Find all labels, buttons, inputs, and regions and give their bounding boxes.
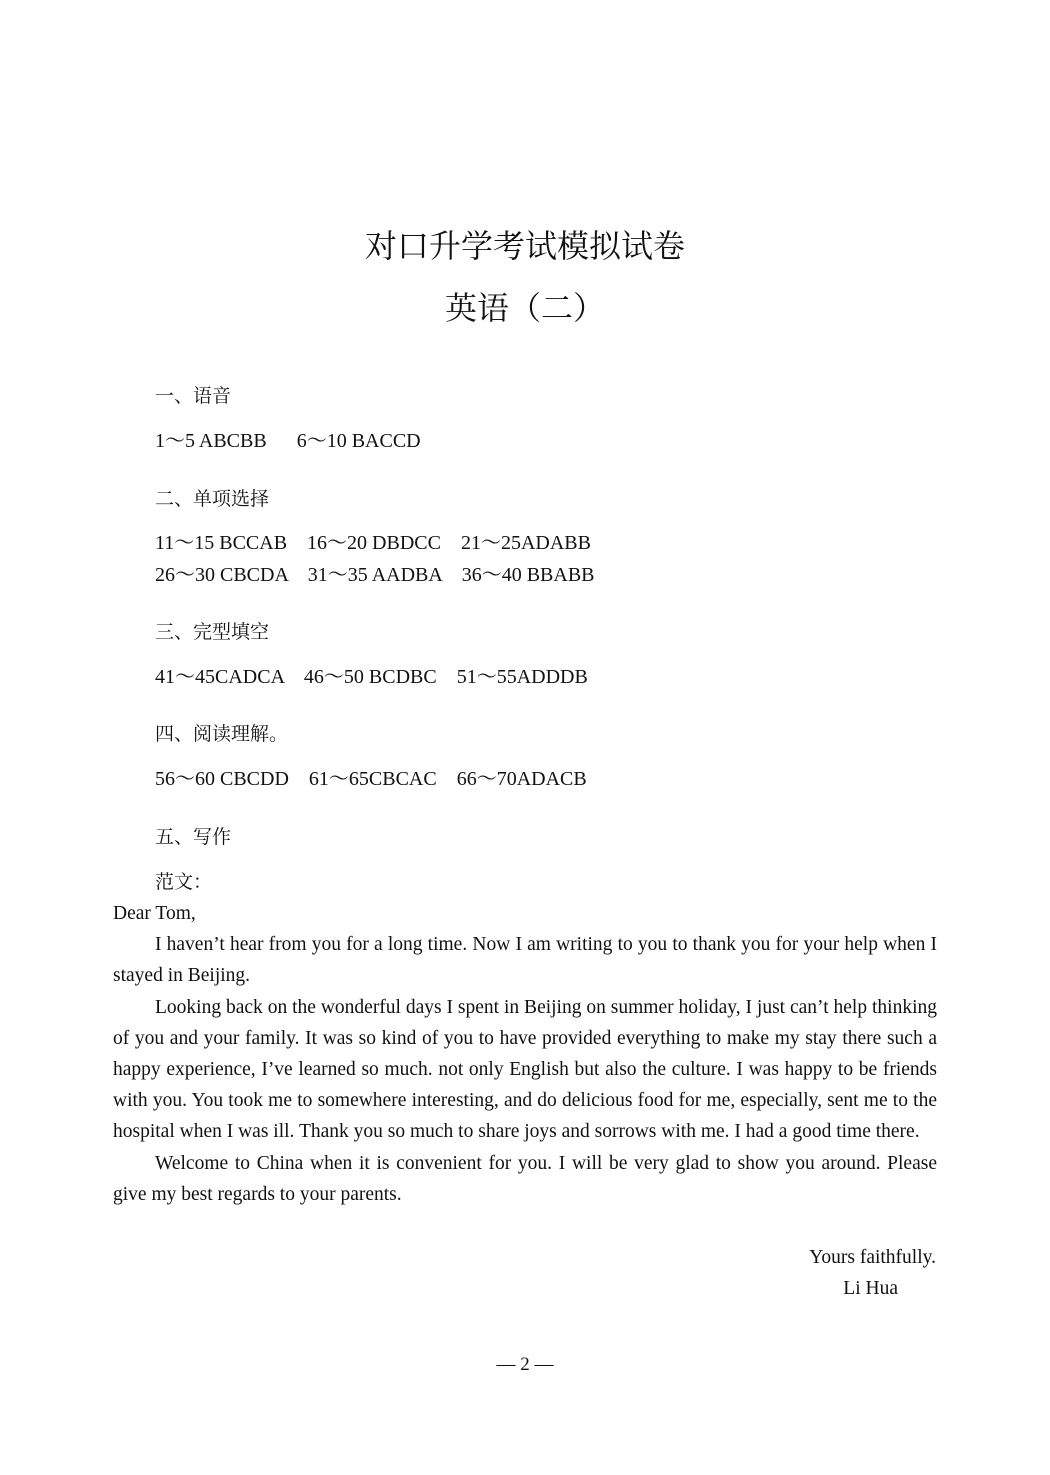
section-heading-reading: 四、阅读理解。	[155, 723, 289, 745]
essay-salutation: Dear Tom,	[113, 903, 196, 924]
section-heading-single-choice: 二、单项选择	[155, 488, 270, 510]
answer-line: 41～45CADCA 46～50 BCDBC 51～55ADDDB	[155, 666, 588, 688]
section-heading-cloze: 三、完型填空	[155, 621, 270, 643]
essay-paragraph: Welcome to China when it is convenient for you. I will be very glad to show you around. Please give my best regards to your parents.	[113, 1152, 937, 1205]
section-heading-phonetics: 一、语音	[155, 385, 232, 407]
answer-line: 56～60 CBCDD 61～65CBCAC 66～70ADACB	[155, 768, 587, 790]
essay-signature: Li Hua	[843, 1278, 898, 1299]
answer-line: 11～15 BCCAB 16～20 DBDCC 21～25ADABB	[155, 532, 591, 554]
section-heading-writing: 五、写作	[155, 826, 232, 848]
page-title: 对口升学考试模拟试卷	[364, 227, 685, 265]
essay-paragraph: Looking back on the wonderful days I spent in Beijing on summer holiday, I just can’t help thinking of you and your family. It was so kind of you to have provided everything to make my stay there such a happy experience, I’ve learned so much. not only English but also the culture. I was happy to be friends with you. You took me to somewhere interesting, and do delicious food for me, especially, sent me to the hospital when I was ill. Thank you so much to share joys and sorrows with me. I had a good time there.	[113, 996, 937, 1143]
essay-body	[113, 898, 937, 1210]
answer-line: 1～5 ABCBB 6～10 BACCD	[155, 430, 421, 452]
page-subtitle: 英语（二）	[444, 289, 605, 327]
essay-paragraph: I haven’t hear from you for a long time. Now I am writing to you to thank you for your help when I stayed in Beijing.	[113, 934, 937, 987]
page-number: — 2 —	[496, 1354, 554, 1375]
essay-label: 范文：	[155, 871, 213, 893]
answer-line: 26～30 CBCDA 31～35 AADBA 36～40 BBABB	[155, 564, 595, 586]
essay-closing: Yours faithfully.	[809, 1247, 936, 1268]
